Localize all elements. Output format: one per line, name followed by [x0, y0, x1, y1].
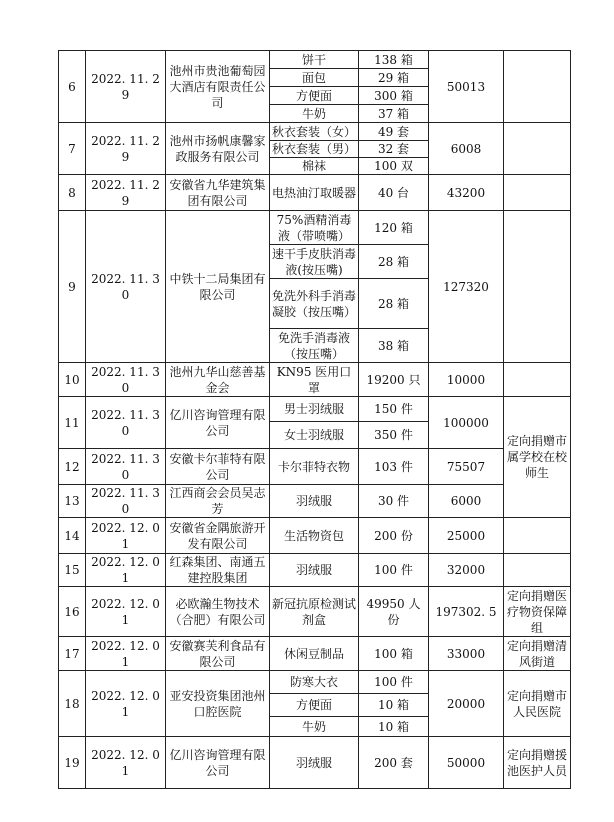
table-row: [59, 671, 571, 694]
table-row: [59, 485, 571, 518]
item-name: 免洗手消毒液（按压嘴）: [270, 329, 359, 363]
donation-date: 2022. 11. 30: [86, 397, 166, 449]
donation-date: 2022. 12. 01: [86, 671, 166, 737]
donor-name: 江西商会会员吴志芳: [166, 485, 270, 518]
item-quantity: 49950 人份: [359, 587, 429, 637]
donation-date: 2022. 11. 29: [86, 123, 166, 175]
donation-note: [504, 554, 571, 587]
item-name: 生活物资包: [270, 518, 359, 554]
item-name: 面包: [270, 69, 359, 87]
table-row: [59, 554, 571, 587]
donation-note: [504, 123, 571, 175]
donor-name: 亚安投资集团池州口腔医院: [166, 671, 270, 737]
item-name: 75%酒精消毒液（带喷嘴）: [270, 211, 359, 245]
item-quantity: 32 套: [359, 141, 429, 158]
item-name: 休闲豆制品: [270, 637, 359, 671]
item-quantity: 30 件: [359, 485, 429, 518]
donor-name: 安徽赛芙利食品有限公司: [166, 637, 270, 671]
item-name: 男士羽绒服: [270, 397, 359, 422]
row-number: 15: [59, 554, 86, 587]
item-name: 棉袜: [270, 158, 359, 175]
donation-note: [504, 518, 571, 554]
item-quantity: 38 箱: [359, 329, 429, 363]
row-number: 18: [59, 671, 86, 737]
donation-value: 75507: [429, 449, 504, 485]
donation-note: [504, 175, 571, 211]
table-row: [59, 123, 571, 141]
donor-name: 池州九华山慈善基金会: [166, 363, 270, 397]
table-row: [59, 587, 571, 637]
row-number: 12: [59, 449, 86, 485]
item-name: 牛奶: [270, 717, 359, 737]
table-row: [59, 518, 571, 554]
item-name: 女士羽绒服: [270, 422, 359, 449]
donor-name: 安徽省金隅旅游开发有限公司: [166, 518, 270, 554]
table-row: [59, 397, 571, 422]
donation-note: 定向捐赠市属学校在校师生: [504, 397, 571, 518]
donation-value: 32000: [429, 554, 504, 587]
item-name: 免洗外科手消毒凝胶（按压嘴）: [270, 279, 359, 329]
item-name: 饼干: [270, 51, 359, 69]
donor-name: 中铁十二局集团有限公司: [166, 211, 270, 363]
item-name: 速干手皮肤消毒液(按压嘴): [270, 245, 359, 279]
table-row: [59, 737, 571, 789]
row-number: 16: [59, 587, 86, 637]
donation-value: 127320: [429, 211, 504, 363]
donor-name: 亿川咨询管理有限公司: [166, 397, 270, 449]
donation-date: 2022. 12. 01: [86, 587, 166, 637]
donor-name: 池州市贵池葡萄园大酒店有限责任公司: [166, 51, 270, 123]
item-quantity: 28 箱: [359, 245, 429, 279]
table-row: [59, 637, 571, 671]
table-row: [59, 211, 571, 245]
donor-name: 安徽卡尔菲特有限公司: [166, 449, 270, 485]
item-name: 防寒大衣: [270, 671, 359, 694]
item-name: 秋衣套装（男）: [270, 141, 359, 158]
item-name: 新冠抗原检测试剂盒: [270, 587, 359, 637]
table-row: [59, 175, 571, 211]
donor-name: 必欧瀚生物技术（合肥）有限公司: [166, 587, 270, 637]
item-quantity: 200 套: [359, 737, 429, 789]
item-quantity: 100 件: [359, 671, 429, 694]
table-row: [59, 51, 571, 69]
donation-value: 50013: [429, 51, 504, 123]
donation-value: 20000: [429, 671, 504, 737]
item-quantity: 120 箱: [359, 211, 429, 245]
row-number: 14: [59, 518, 86, 554]
item-quantity: 37 箱: [359, 105, 429, 123]
item-name: KN95 医用口罩: [270, 363, 359, 397]
donation-date: 2022. 11. 29: [86, 175, 166, 211]
item-name: 卡尔菲特衣物: [270, 449, 359, 485]
donation-note: 定向捐赠市人民医院: [504, 671, 571, 737]
donation-value: 43200: [429, 175, 504, 211]
item-quantity: 100 箱: [359, 637, 429, 671]
row-number: 13: [59, 485, 86, 518]
item-quantity: 49 套: [359, 123, 429, 141]
donation-value: 6000: [429, 485, 504, 518]
row-number: 9: [59, 211, 86, 363]
row-number: 6: [59, 51, 86, 123]
donation-value: 6008: [429, 123, 504, 175]
donation-note: 定向捐赠援池医护人员: [504, 737, 571, 789]
donation-value: 100000: [429, 397, 504, 449]
donor-name: 红森集团、南通五建控股集团: [166, 554, 270, 587]
donation-table: [58, 50, 571, 789]
item-quantity: 300 箱: [359, 87, 429, 105]
table-row: [59, 363, 571, 397]
donor-name: 亿川咨询管理有限公司: [166, 737, 270, 789]
item-quantity: 150 件: [359, 397, 429, 422]
row-number: 7: [59, 123, 86, 175]
item-quantity: 103 件: [359, 449, 429, 485]
item-name: 羽绒服: [270, 737, 359, 789]
donation-note: [504, 211, 571, 363]
row-number: 11: [59, 397, 86, 449]
item-quantity: 29 箱: [359, 69, 429, 87]
row-number: 19: [59, 737, 86, 789]
item-quantity: 10 箱: [359, 717, 429, 737]
item-name: 秋衣套装（女）: [270, 123, 359, 141]
item-quantity: 138 箱: [359, 51, 429, 69]
item-quantity: 200 份: [359, 518, 429, 554]
donation-date: 2022. 11. 30: [86, 211, 166, 363]
item-quantity: 350 件: [359, 422, 429, 449]
donation-value: 33000: [429, 637, 504, 671]
donor-name: 安徽省九华建筑集团有限公司: [166, 175, 270, 211]
donation-value: 25000: [429, 518, 504, 554]
donation-note: 定向捐赠医疗物资保障组: [504, 587, 571, 637]
item-quantity: 100 双: [359, 158, 429, 175]
donor-name: 池州市扬帆康馨家政服务有限公司: [166, 123, 270, 175]
donation-date: 2022. 11. 30: [86, 485, 166, 518]
item-quantity: 28 箱: [359, 279, 429, 329]
item-quantity: 10 箱: [359, 694, 429, 717]
row-number: 10: [59, 363, 86, 397]
donation-date: 2022. 12. 01: [86, 737, 166, 789]
donation-note: 定向捐赠清风街道: [504, 637, 571, 671]
donation-date: 2022. 11. 30: [86, 363, 166, 397]
donation-note: [504, 363, 571, 397]
item-name: 羽绒服: [270, 554, 359, 587]
donation-date: 2022. 12. 01: [86, 518, 166, 554]
donation-value: 50000: [429, 737, 504, 789]
item-quantity: 19200 只: [359, 363, 429, 397]
donation-date: 2022. 11. 29: [86, 51, 166, 123]
donation-date: 2022. 11. 30: [86, 449, 166, 485]
row-number: 17: [59, 637, 86, 671]
item-quantity: 100 件: [359, 554, 429, 587]
item-name: 方便面: [270, 87, 359, 105]
donation-value: 10000: [429, 363, 504, 397]
item-quantity: 40 台: [359, 175, 429, 211]
row-number: 8: [59, 175, 86, 211]
donation-date: 2022. 12. 01: [86, 554, 166, 587]
item-name: 电热油汀取暖器: [270, 175, 359, 211]
item-name: 羽绒服: [270, 485, 359, 518]
donation-value: 197302. 5: [429, 587, 504, 637]
donation-date: 2022. 12. 01: [86, 637, 166, 671]
donation-note: [504, 51, 571, 123]
table-row: [59, 449, 571, 485]
item-name: 牛奶: [270, 105, 359, 123]
item-name: 方便面: [270, 694, 359, 717]
